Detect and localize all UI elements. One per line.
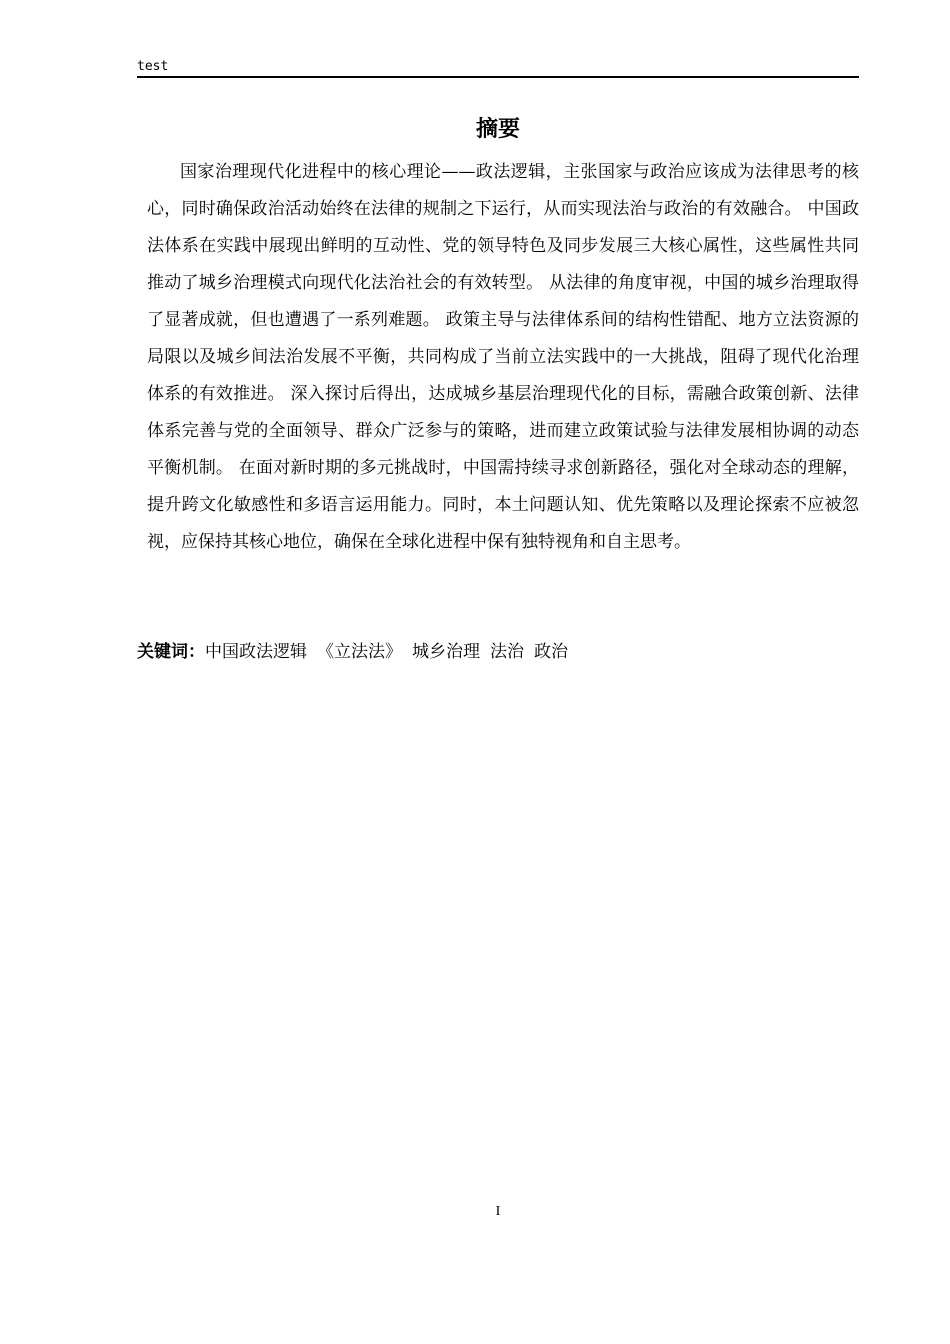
abstract-body: 国家治理现代化进程中的核心理论——政法逻辑，主张国家与政治应该成为法律思考的核心，同时确保政治活动始终在法律的规制之下运行，从而实现法治与政治的有效融合。 中国政法体系在实践中展现出鲜明的互动性、党的领导特色及同步发展三大核心属性，这些属性共同推动了城乡治理模式向现代化法治社会的有效转型。 从法律的角度审视，中国的城乡治理取得了显著成就，但也遭遇了一系列难题。 政策主导与法律体系间的结构性错配、地方立法资源的局限以及城乡间法治发展不平衡，共同构成了当前立法实践中的一大挑战，阻碍了现代化治理体系的有效推进。 深入探讨后得出，达成城乡基层治理现代化的目标，需融合政策创新、法律体系完善与党的全面领导、群众广泛参与的策略，进而建立政策试验与法律发展相协调的动态平衡机制。 在面对新时期的多元挑战时，中国需持续寻求创新路径，强化对全球动态的理解，提升跨文化敏感性和多语言运用能力。同时，本土问题认知、优先策略以及理论探索不应被忽视，应保持其核心地位，确保在全球化进程中保有独特视角和自主思考。	[147, 162, 859, 552]
keyword-item: 城乡治理	[412, 642, 480, 662]
keyword-item: 《立法法》	[317, 642, 402, 662]
keyword-item: 政治	[534, 642, 568, 662]
keywords-label: 关键词：	[137, 642, 205, 662]
abstract-title: 摘要	[475, 117, 520, 142]
header-text: test	[137, 59, 169, 74]
page-header	[137, 58, 859, 78]
keywords-line	[137, 638, 578, 666]
page-number: I	[495, 1204, 501, 1219]
keyword-item: 中国政法逻辑	[205, 642, 307, 662]
keyword-item: 法治	[490, 642, 524, 662]
